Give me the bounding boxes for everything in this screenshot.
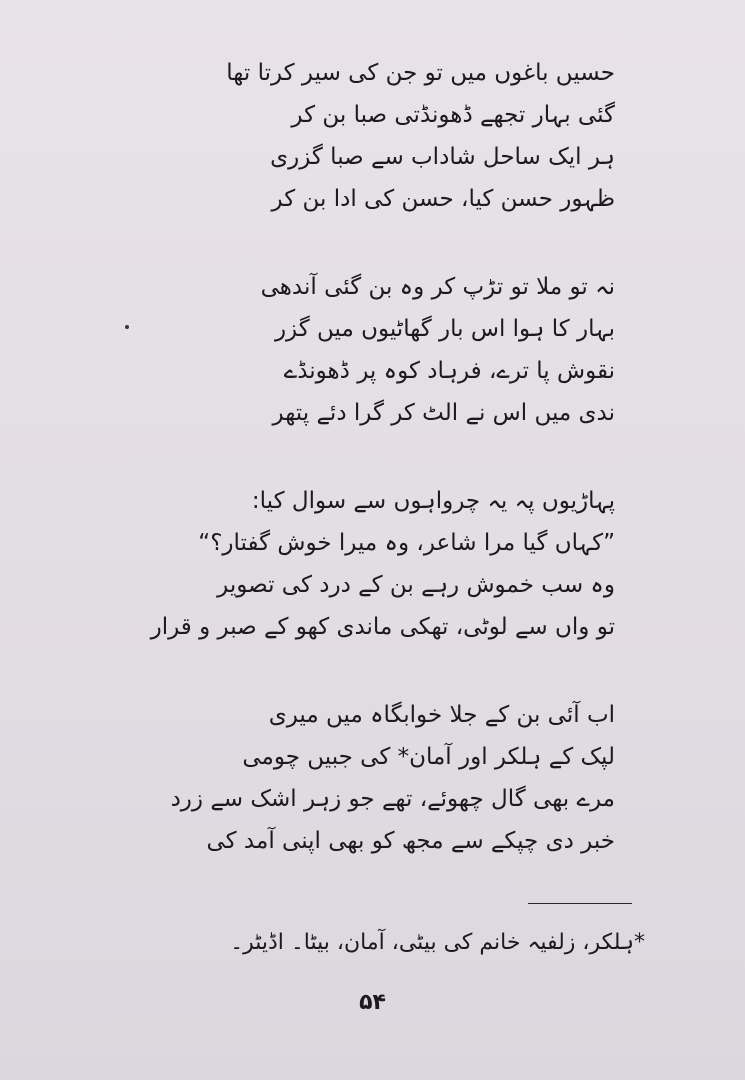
stanza-2	[95, 266, 615, 434]
verse-line: لپک کے ہلکر اور آمان* کی جبیں چومی	[242, 744, 615, 770]
verse-line: خبر دی چپکے سے مجھ کو بھی اپنی آمد کی	[206, 828, 615, 854]
footnote-divider	[528, 903, 632, 904]
footnote: *ہلکر، زلفیہ خانم کی بیٹی، آمان، بیٹا۔ اڈیٹر۔	[230, 930, 645, 955]
verse-line: نقوش پا ترے، فرہاد کوہ پر ڈھونڈے	[283, 358, 615, 384]
verse-line: مرے بھی گال چھوئے، تھے جو زہر اشک سے زرد	[170, 786, 615, 812]
verse-line: بہار کا ہوا اس بار گھاٹیوں میں گزر	[274, 316, 615, 342]
verse-line: ندی میں اس نے الٹ کر گرا دئے پتھر	[272, 400, 615, 426]
verse-line: اب آئی بن کے جلا خوابگاہ میں میری	[268, 702, 615, 728]
ink-speck	[125, 325, 129, 329]
verse-line: ظہور حسن کیا، حسن کی ادا بن کر	[271, 186, 615, 212]
verse-line: حسیں باغوں میں تو جن کی سیر کرتا تھا	[226, 60, 615, 86]
verse-line: ”کہاں گیا مرا شاعر، وہ میرا خوش گفتار؟“	[198, 530, 615, 556]
poem	[95, 52, 615, 908]
stanza-1	[95, 52, 615, 220]
verse-line: تو واں سے لوٹی، تھکی ماندی کھو کے صبر و قرار	[150, 614, 615, 640]
verse-line: نہ تو ملا تو تڑپ کر وہ بن گئی آندھی	[260, 274, 615, 300]
verse-line: پہاڑیوں پہ یہ چرواہوں سے سوال کیا:	[251, 488, 615, 514]
verse-line: ہر ایک ساحل شاداب سے صبا گزری	[270, 144, 615, 170]
stanza-3	[95, 480, 615, 648]
verse-line: گئی بہار تجھے ڈھونڈتی صبا بن کر	[291, 102, 615, 128]
verse-line: وہ سب خموش رہے بن کے درد کی تصویر	[217, 572, 615, 598]
page-number: ۵۴	[359, 990, 386, 1015]
stanza-4	[95, 694, 615, 862]
